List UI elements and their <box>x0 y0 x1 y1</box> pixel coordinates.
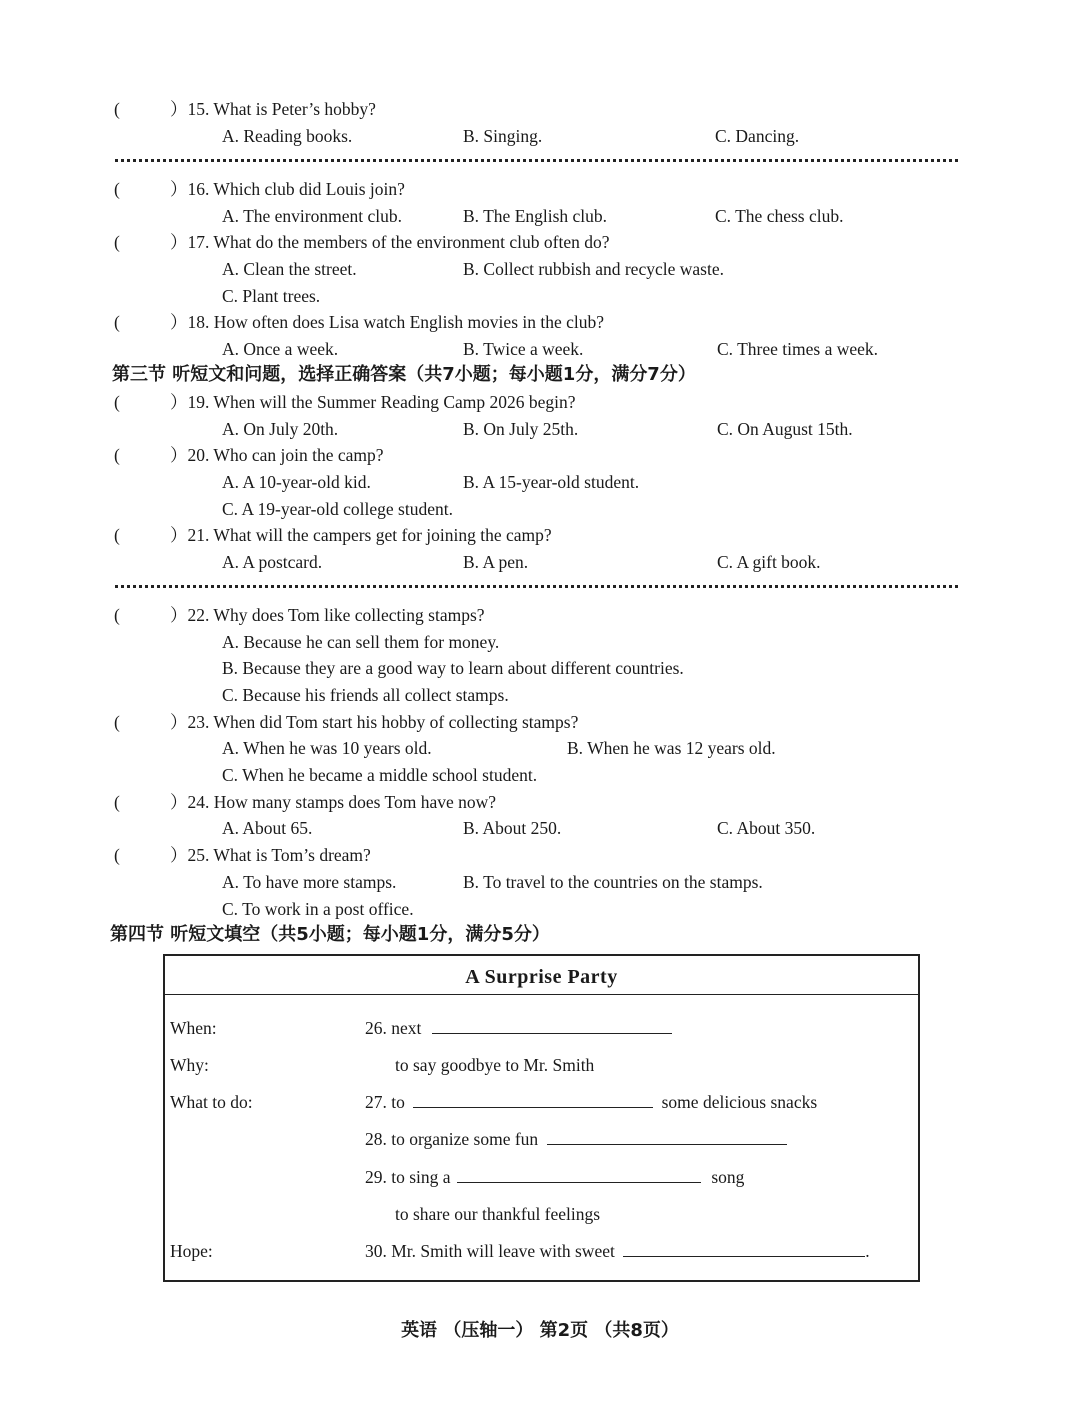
option-20-a: A. A 10-year-old kid. <box>222 472 371 492</box>
blank-26[interactable] <box>432 1017 672 1034</box>
question-25: ）25. What is Tom’s dream? <box>170 845 371 865</box>
answer-paren: ( <box>114 792 120 812</box>
question-19: ）19. When will the Summer Reading Camp 2026 begin? <box>170 392 576 412</box>
option-16-c: C. The chess club. <box>715 206 844 226</box>
question-22: ）22. Why does Tom like collecting stamps? <box>170 605 485 625</box>
option-15-c: C. Dancing. <box>715 126 800 146</box>
option-19-c: C. On August 15th. <box>717 419 853 439</box>
answer-paren: ( <box>114 712 120 732</box>
option-22-a: A. Because he can sell them for money. <box>222 632 500 652</box>
option-18-b: B. Twice a week. <box>463 339 584 359</box>
option-15-a: A. Reading books. <box>222 126 353 146</box>
option-16-a: A. The environment club. <box>222 206 402 226</box>
label-hope: Hope: <box>170 1241 213 1261</box>
blank-27[interactable] <box>413 1091 653 1108</box>
label-when: When: <box>170 1018 217 1038</box>
dotted-divider <box>115 585 958 588</box>
dotted-divider <box>115 159 958 162</box>
option-23-c: C. When he became a middle school student. <box>222 765 538 785</box>
label-why: Why: <box>170 1055 209 1075</box>
item-29: 29. to sing a song <box>365 1167 745 1187</box>
question-21: ）21. What will the campers get for joining the camp? <box>170 525 552 545</box>
option-18-a: A. Once a week. <box>222 339 339 359</box>
item-30: 30. Mr. Smith will leave with sweet . <box>365 1241 870 1261</box>
option-24-b: B. About 250. <box>463 818 562 838</box>
answer-paren: ( <box>114 392 120 412</box>
question-18: ）18. How often does Lisa watch English movies in the club? <box>170 312 605 332</box>
option-25-b: B. To travel to the countries on the stamps. <box>463 872 763 892</box>
share-text: to share our thankful feelings <box>395 1204 601 1224</box>
why-text: to say goodbye to Mr. Smith <box>395 1055 595 1075</box>
option-20-b: B. A 15-year-old student. <box>463 472 640 492</box>
option-19-a: A. On July 20th. <box>222 419 339 439</box>
option-22-c: C. Because his friends all collect stamps. <box>222 685 509 705</box>
item-28: 28. to organize some fun <box>365 1128 787 1150</box>
option-15-b: B. Singing. <box>463 126 543 146</box>
option-24-a: A. About 65. <box>222 818 313 838</box>
blank-29[interactable] <box>457 1166 701 1183</box>
table-title: A Surprise Party <box>165 956 918 995</box>
option-17-c: C. Plant trees. <box>222 286 321 306</box>
option-18-c: C. Three times a week. <box>717 339 879 359</box>
option-17-a: A. Clean the street. <box>222 259 357 279</box>
option-20-c: C. A 19-year-old college student. <box>222 499 453 519</box>
option-16-b: B. The English club. <box>463 206 608 226</box>
option-25-a: A. To have more stamps. <box>222 872 397 892</box>
blank-30[interactable] <box>623 1240 865 1257</box>
page-footer: 英语 （压轴一） 第2页 （共8页） <box>401 1320 679 1341</box>
option-19-b: B. On July 25th. <box>463 419 579 439</box>
question-17: ）17. What do the members of the environment club often do? <box>170 232 610 252</box>
option-23-b: B. When he was 12 years old. <box>567 738 776 758</box>
option-21-a: A. A postcard. <box>222 552 323 572</box>
option-22-b: B. Because they are a good way to learn about different countries. <box>222 658 684 678</box>
answer-paren: ( <box>114 445 120 465</box>
question-23: ）23. When did Tom start his hobby of collecting stamps? <box>170 712 579 732</box>
option-21-c: C. A gift book. <box>717 552 821 572</box>
section-3-title: 第三节 听短文和问题，选择正确答案（共7小题；每小题1分，满分7分） <box>112 364 696 385</box>
answer-paren: ( <box>114 179 120 199</box>
answer-paren: ( <box>114 525 120 545</box>
fill-in-table <box>163 954 920 1282</box>
answer-paren: ( <box>114 605 120 625</box>
question-16: ）16. Which club did Louis join? <box>170 179 405 199</box>
question-20: ）20. Who can join the camp? <box>170 445 384 465</box>
item-26: 26. next <box>365 1017 672 1039</box>
blank-28[interactable] <box>547 1128 787 1145</box>
answer-paren: ( <box>114 845 120 865</box>
answer-paren: ( <box>114 99 120 119</box>
option-17-b: B. Collect rubbish and recycle waste. <box>463 259 724 279</box>
question-24: ）24. How many stamps does Tom have now? <box>170 792 497 812</box>
item-27: 27. to some delicious snacks <box>365 1092 818 1112</box>
answer-paren: ( <box>114 232 120 252</box>
answer-paren: ( <box>114 312 120 332</box>
section-4-title: 第四节 听短文填空（共5小题；每小题1分，满分5分） <box>110 924 550 945</box>
question-15: ）15. What is Peter’s hobby? <box>170 99 376 119</box>
option-25-c: C. To work in a post office. <box>222 899 414 919</box>
option-24-c: C. About 350. <box>717 818 816 838</box>
option-23-a: A. When he was 10 years old. <box>222 738 432 758</box>
option-21-b: B. A pen. <box>463 552 529 572</box>
label-what-to-do: What to do: <box>170 1092 253 1112</box>
